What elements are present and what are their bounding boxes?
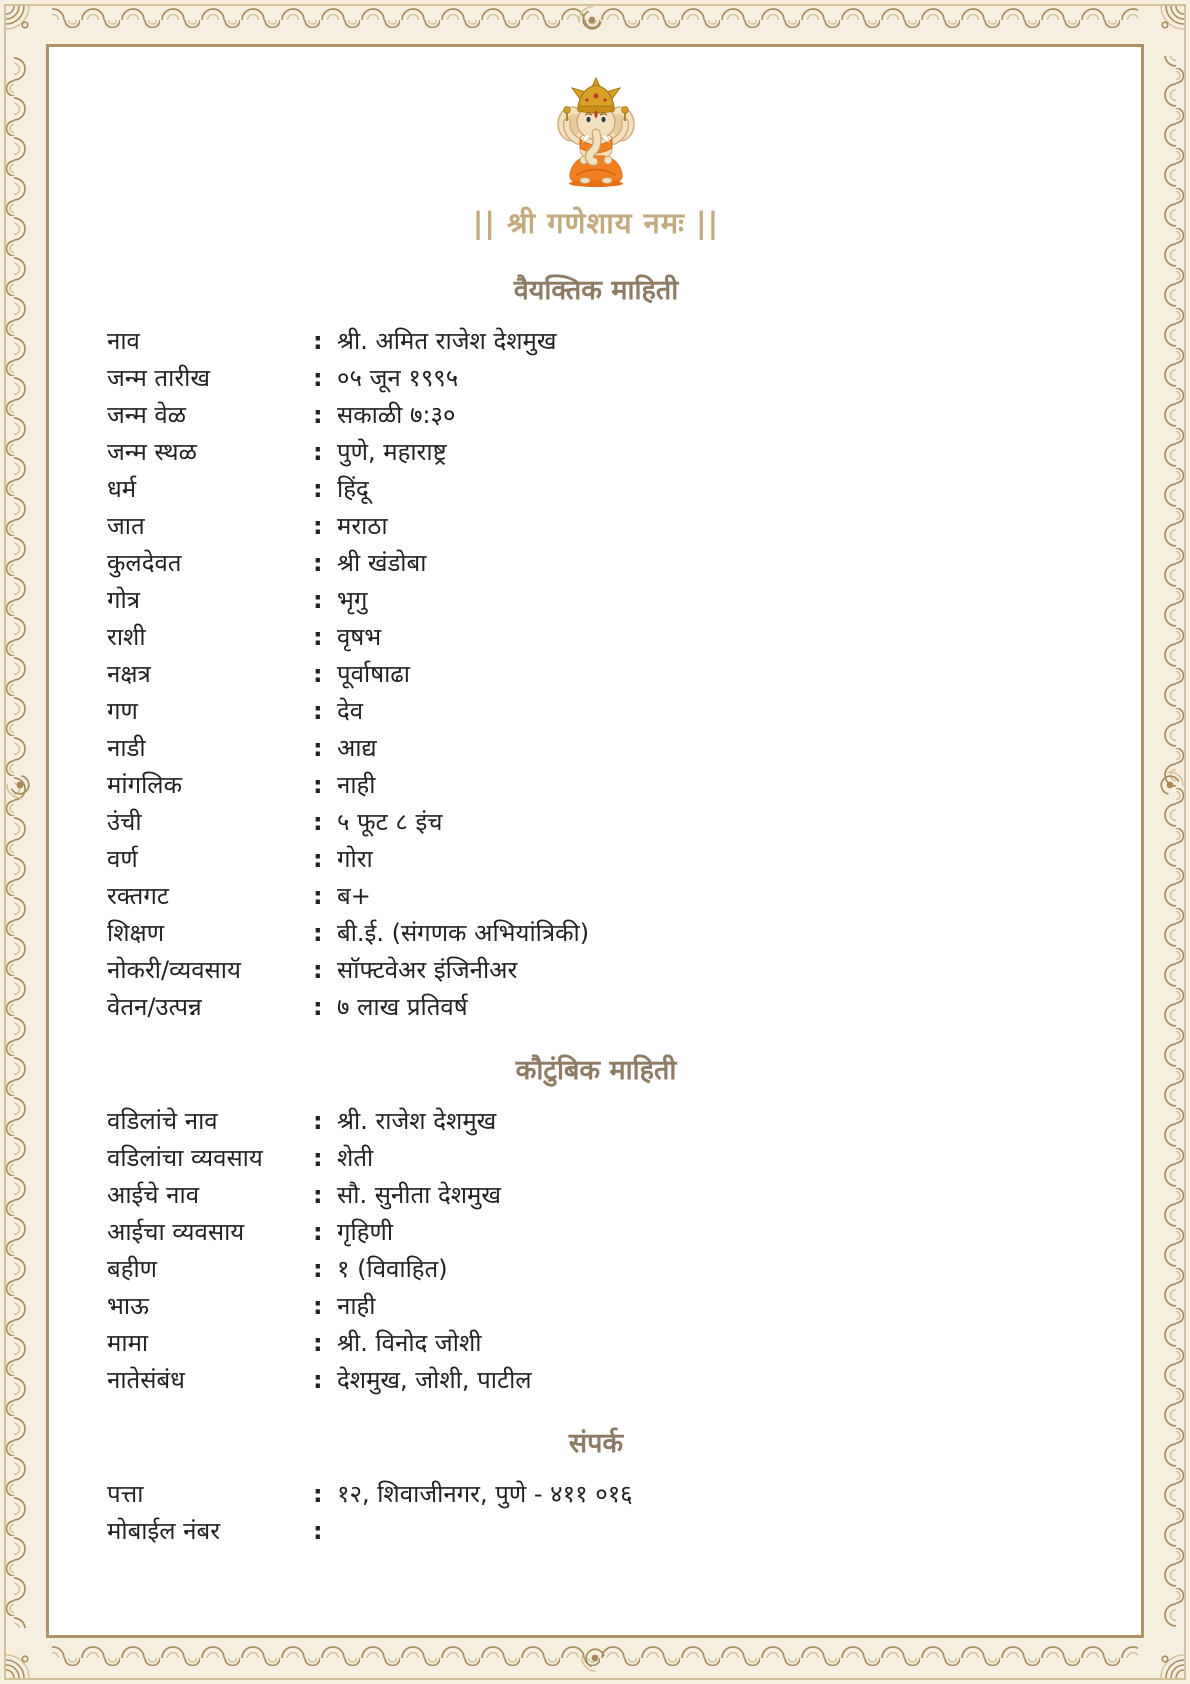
biodata-row xyxy=(107,845,1085,874)
field-value: देव xyxy=(337,697,364,725)
field-label: नाव xyxy=(107,327,140,355)
field-label: वडिलांचा व्यवसाय xyxy=(107,1144,263,1172)
field-label: गण xyxy=(107,697,138,725)
biodata-row xyxy=(107,660,1085,689)
field-label: आईचा व्यवसाय xyxy=(107,1218,245,1246)
field-value: सॉफ्टवेअर इंजिनीअर xyxy=(337,956,518,984)
field-colon: : xyxy=(313,993,323,1021)
biodata-row xyxy=(107,475,1085,504)
section-contact xyxy=(107,1423,1085,1546)
section-personal xyxy=(107,270,1085,1022)
field-value: आद्य xyxy=(337,734,377,762)
field-value xyxy=(337,1517,1085,1546)
field-label: रक्तगट xyxy=(107,882,169,910)
field-label: मामा xyxy=(107,1329,149,1357)
field-colon: : xyxy=(313,1144,323,1172)
field-value: हिंदू xyxy=(337,475,369,503)
field-label: जन्म स्थळ xyxy=(107,438,197,466)
field-label: उंची xyxy=(107,808,142,836)
field-colon: : xyxy=(313,1366,323,1394)
field-colon: : xyxy=(313,549,323,577)
field-value: सौ. सुनीता देशमुख xyxy=(337,1181,502,1209)
field-colon: : xyxy=(313,623,323,651)
field-value: श्री खंडोबा xyxy=(337,549,427,577)
biodata-row xyxy=(107,697,1085,726)
field-value: श्री. राजेश देशमुख xyxy=(337,1107,497,1135)
field-colon: : xyxy=(313,1255,323,1283)
field-label: वडिलांचे नाव xyxy=(107,1107,218,1135)
biodata-row xyxy=(107,438,1085,467)
field-colon: : xyxy=(313,1107,323,1135)
field-label: पत्ता xyxy=(107,1480,144,1508)
field-label: जात xyxy=(107,512,145,540)
field-colon: : xyxy=(313,438,323,466)
biodata-row xyxy=(107,512,1085,541)
field-value: नाही xyxy=(337,1292,376,1320)
field-colon: : xyxy=(313,1181,323,1209)
biodata-row xyxy=(107,882,1085,911)
biodata-row xyxy=(107,1329,1085,1358)
field-label: राशी xyxy=(107,623,146,651)
field-colon: : xyxy=(313,919,323,947)
biodata-row xyxy=(107,1107,1085,1136)
field-colon: : xyxy=(313,475,323,503)
biodata-row xyxy=(107,1366,1085,1395)
invocation-title: || श्री गणेशाय नमः || xyxy=(472,206,720,240)
field-value: वृषभ xyxy=(337,623,382,651)
biodata-row xyxy=(107,993,1085,1022)
ganesha-icon xyxy=(546,77,646,189)
field-label: बहीण xyxy=(107,1255,158,1283)
biodata-row xyxy=(107,1218,1085,1247)
biodata-row xyxy=(107,327,1085,356)
field-colon: : xyxy=(313,1292,323,1320)
field-value: ०५ जून १९९५ xyxy=(337,364,459,392)
biodata-row xyxy=(107,549,1085,578)
biodata-row xyxy=(107,586,1085,615)
field-label: वेतन/उत्पन्न xyxy=(107,993,202,1021)
section-title: संपर्क xyxy=(568,1428,624,1459)
biodata-row xyxy=(107,808,1085,837)
field-value: बी.ई. (संगणक अभियांत्रिकी) xyxy=(337,919,590,947)
field-label: गोत्र xyxy=(107,586,140,614)
biodata-row xyxy=(107,1144,1085,1173)
field-value: गृहिणी xyxy=(337,1218,394,1246)
biodata-row xyxy=(107,623,1085,652)
biodata-card xyxy=(47,45,1143,1637)
field-label: नक्षत्र xyxy=(107,660,151,688)
field-value: भृगु xyxy=(337,586,368,614)
field-value: ७ लाख प्रतिवर्ष xyxy=(337,993,468,1021)
field-label: जन्म वेळ xyxy=(107,401,187,429)
field-label: मोबाईल नंबर xyxy=(107,1517,221,1545)
field-value: नाही xyxy=(337,771,376,799)
field-value: ५ फूट ८ इंच xyxy=(337,808,443,836)
biodata-row xyxy=(107,734,1085,763)
field-colon: : xyxy=(313,1480,323,1508)
field-colon: : xyxy=(313,771,323,799)
biodata-row xyxy=(107,1255,1085,1284)
field-colon: : xyxy=(313,845,323,873)
field-colon: : xyxy=(313,1218,323,1246)
biodata-row xyxy=(107,1292,1085,1321)
field-label: शिक्षण xyxy=(107,919,165,947)
section-title: वैयक्तिक माहिती xyxy=(513,275,679,306)
field-value: गोरा xyxy=(337,845,373,873)
field-label: कुलदेवत xyxy=(107,549,182,577)
field-colon: : xyxy=(313,660,323,688)
field-label: नातेसंबंध xyxy=(107,1366,185,1394)
field-colon: : xyxy=(313,512,323,540)
field-label: वर्ण xyxy=(107,845,138,873)
field-value: सकाळी ७:३० xyxy=(337,401,456,429)
biodata-row xyxy=(107,364,1085,393)
field-value: ब+ xyxy=(337,882,371,910)
field-value: पुणे, महाराष्ट्र xyxy=(337,438,447,466)
field-colon: : xyxy=(313,1329,323,1357)
field-label: नाडी xyxy=(107,734,146,762)
field-colon: : xyxy=(313,697,323,725)
field-colon: : xyxy=(313,586,323,614)
field-value: शेती xyxy=(337,1144,374,1172)
biodata-row xyxy=(107,956,1085,985)
field-colon: : xyxy=(313,956,323,984)
field-colon: : xyxy=(313,1517,323,1545)
field-label: मांगलिक xyxy=(107,771,182,799)
field-label: भाऊ xyxy=(107,1292,149,1320)
field-value: मराठा xyxy=(337,512,388,540)
ganesha-illustration xyxy=(107,77,1085,191)
field-colon: : xyxy=(313,808,323,836)
field-value: पूर्वाषाढा xyxy=(337,660,411,688)
section-title: कौटुंबिक माहिती xyxy=(515,1055,677,1086)
field-value: देशमुख, जोशी, पाटील xyxy=(337,1366,532,1394)
biodata-row xyxy=(107,919,1085,948)
field-colon: : xyxy=(313,401,323,429)
biodata-row xyxy=(107,401,1085,430)
field-colon: : xyxy=(313,734,323,762)
field-label: धर्म xyxy=(107,475,137,503)
sections xyxy=(107,270,1085,1546)
field-value: श्री. विनोद जोशी xyxy=(337,1329,482,1357)
field-colon: : xyxy=(313,364,323,392)
field-label: आईचे नाव xyxy=(107,1181,200,1209)
field-label: जन्म तारीख xyxy=(107,364,210,392)
field-value: १ (विवाहित) xyxy=(337,1255,448,1283)
field-colon: : xyxy=(313,882,323,910)
section-family xyxy=(107,1050,1085,1395)
biodata-row xyxy=(107,771,1085,800)
biodata-row xyxy=(107,1517,1085,1546)
field-colon: : xyxy=(313,327,323,355)
biodata-row xyxy=(107,1181,1085,1210)
field-label: नोकरी/व्यवसाय xyxy=(107,956,241,984)
field-value: १२, शिवाजीनगर, पुणे - ४११ ०१६ xyxy=(337,1480,633,1508)
biodata-row xyxy=(107,1480,1085,1509)
field-value: श्री. अमित राजेश देशमुख xyxy=(337,327,557,355)
